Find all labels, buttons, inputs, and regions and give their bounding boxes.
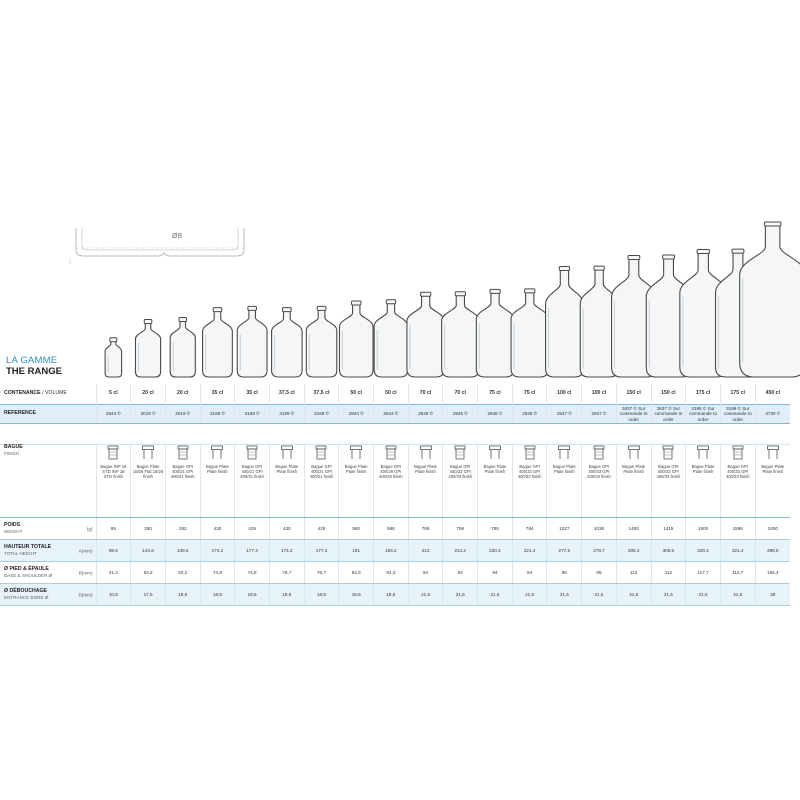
pied-cell: 112 bbox=[651, 562, 686, 584]
bottle-finish-icon bbox=[731, 445, 745, 462]
pied-cell: 94 bbox=[478, 562, 513, 584]
bottle bbox=[306, 306, 337, 377]
bottle-body bbox=[374, 303, 408, 377]
hauteur-cell: 389,5 bbox=[755, 540, 790, 562]
bottle-finish-icon bbox=[245, 445, 259, 462]
bottle-body bbox=[339, 304, 373, 377]
ref-cell: 3019 © bbox=[165, 405, 200, 424]
finish-text: Bague GPI 400/33 GPI 400/33 finish bbox=[448, 464, 473, 479]
debouchage-cell: 10,5 bbox=[96, 584, 131, 606]
bottle-lip bbox=[594, 266, 604, 270]
bottle bbox=[272, 308, 303, 377]
bottle-lip bbox=[559, 267, 569, 271]
volume-cell: 175 cl bbox=[720, 384, 755, 405]
debouchage-cell: 18,5 bbox=[269, 584, 304, 606]
bottle-finish-icon bbox=[557, 445, 571, 462]
diameter-label: ØB bbox=[172, 233, 183, 240]
poids-cell: 429 bbox=[235, 518, 270, 540]
finish-cell bbox=[165, 445, 200, 518]
bottle bbox=[740, 222, 800, 377]
finish-cell bbox=[269, 445, 304, 518]
finish-text: Bague GPI 400/33 GPI 400/33 finish bbox=[587, 464, 611, 479]
debouchage-cell: 18,5 bbox=[235, 584, 270, 606]
volume-cell: 450 cl bbox=[755, 384, 790, 405]
ref-cell: 2846 © bbox=[478, 405, 513, 424]
ref-cell: 2844 © bbox=[339, 405, 374, 424]
range-title-fr: LA GAMME bbox=[6, 355, 58, 366]
debouchage-cell: 18,5 bbox=[304, 584, 339, 606]
finish-text: Bague Plate 18/26 Flat 18/26 finish bbox=[132, 464, 164, 479]
hauteur-cell: 191 bbox=[339, 540, 374, 562]
ref-cell: 2845 © bbox=[443, 405, 478, 424]
poids-cell: 796 bbox=[443, 518, 478, 540]
bottle-body bbox=[237, 309, 267, 377]
pied-cell: 95 bbox=[547, 562, 582, 584]
bottle bbox=[170, 318, 195, 377]
poids-cell: 3400 bbox=[755, 518, 790, 540]
poids-cell: 1027 bbox=[547, 518, 582, 540]
bottle-lip bbox=[628, 255, 640, 259]
bottle-finish-icon bbox=[592, 445, 606, 462]
bottle-lip bbox=[144, 319, 152, 323]
volume-cell: 5 cl bbox=[96, 384, 131, 405]
row-reference bbox=[0, 405, 790, 424]
poids-cell: 1036 bbox=[582, 518, 617, 540]
volume-cell: 100 cl bbox=[547, 384, 582, 405]
ref-cell: 3637 © Sur commande to order bbox=[616, 405, 651, 424]
finish-text: Bague GPI 400/28 GPI 400/28 finish bbox=[378, 464, 403, 479]
debouchage-cell: 17,5 bbox=[131, 584, 166, 606]
finish-cell bbox=[582, 445, 617, 518]
pied-cell: 94 bbox=[443, 562, 478, 584]
hauteur-cell: 213 bbox=[408, 540, 443, 562]
pied-cell: 74,8 bbox=[235, 562, 270, 584]
row-base-diameter bbox=[0, 562, 790, 584]
pied-cell: 166,4 bbox=[755, 562, 790, 584]
bottle-lip bbox=[421, 292, 431, 296]
bottle-finish-icon bbox=[453, 445, 467, 462]
volume-cell: 20 cl bbox=[165, 384, 200, 405]
bottle-body bbox=[476, 292, 513, 377]
debouchage-cell: 18,5 bbox=[165, 584, 200, 606]
bottle-finish-icon bbox=[349, 445, 363, 462]
finish-text: Bague Plate Plate finish bbox=[552, 464, 576, 474]
hauteur-cell: 177,4 bbox=[235, 540, 270, 562]
pied-cell: 63,2 bbox=[165, 562, 200, 584]
pied-cell: 112 bbox=[616, 562, 651, 584]
bore-row-label: Ø DÉBOUCHAGE ENTRANCE BORE Ø D(mm) bbox=[0, 584, 96, 606]
debouchage-cell: 21,5 bbox=[686, 584, 721, 606]
volume-cell: 75 cl bbox=[478, 384, 513, 405]
ref-cell: 2843 © bbox=[96, 405, 131, 424]
ref-cell: 3168 © bbox=[235, 405, 270, 424]
volume-cell: 175 cl bbox=[686, 384, 721, 405]
bottle-finish-icon bbox=[280, 445, 294, 462]
ref-cell: 3196 © Sur commande to order bbox=[686, 405, 721, 424]
finish-text: Bague GPI 400/33 GPI 400/33 finish bbox=[656, 464, 681, 479]
bottle-lip bbox=[732, 249, 744, 253]
bottle-finish-icon bbox=[488, 445, 502, 462]
pied-cell: 95 bbox=[582, 562, 617, 584]
pied-cell: 41,4 bbox=[96, 562, 131, 584]
finish-text: Bague Plate Plate finish bbox=[691, 464, 715, 474]
volume-cell: 75 cl bbox=[512, 384, 547, 405]
hauteur-cell: 149,4 bbox=[165, 540, 200, 562]
finish-text: Bague Plate Plate finish bbox=[761, 464, 785, 474]
bottle-finish-icon bbox=[627, 445, 641, 462]
bottle bbox=[546, 267, 584, 377]
bottle-finish-icon bbox=[766, 445, 780, 462]
bottle bbox=[442, 292, 479, 377]
bottle-lip bbox=[663, 255, 675, 259]
row-weight bbox=[0, 518, 790, 540]
poids-cell: 282 bbox=[165, 518, 200, 540]
bottle-finish-icon bbox=[106, 445, 120, 462]
bottle bbox=[135, 319, 160, 377]
debouchage-cell: 21,5 bbox=[443, 584, 478, 606]
bottle-lip bbox=[764, 222, 781, 226]
finish-text: Bague Plate Plate finish bbox=[206, 464, 229, 474]
bottle bbox=[105, 338, 121, 377]
bottle-body bbox=[306, 309, 337, 377]
bottle bbox=[407, 292, 444, 377]
debouchage-cell: 21,5 bbox=[547, 584, 582, 606]
poids-cell: 1400 bbox=[616, 518, 651, 540]
bottle-lip bbox=[525, 289, 535, 293]
bottle bbox=[237, 306, 267, 377]
poids-cell: 1600 bbox=[686, 518, 721, 540]
hauteur-cell: 220,2 bbox=[478, 540, 513, 562]
debouchage-cell: 21,5 bbox=[512, 584, 547, 606]
finish-cell bbox=[616, 445, 651, 518]
pied-cell: 84,3 bbox=[374, 562, 409, 584]
finish-cell bbox=[478, 445, 513, 518]
debouchage-cell: 21,5 bbox=[582, 584, 617, 606]
hauteur-cell: 320,2 bbox=[686, 540, 721, 562]
bottle-body bbox=[511, 292, 548, 377]
finish-cell bbox=[443, 445, 478, 518]
debouchage-cell: 18,5 bbox=[374, 584, 409, 606]
finish-text: Bague GPI 400/33 GPI 400/33 finish bbox=[517, 464, 542, 479]
bottle-lip bbox=[110, 338, 117, 342]
finish-text: Bague GPI 400/21 GPI 400/21 finish bbox=[240, 464, 264, 479]
finish-cell bbox=[304, 445, 339, 518]
bottle-lip bbox=[490, 289, 500, 293]
hauteur-cell: 177,4 bbox=[304, 540, 339, 562]
volume-cell: 37,5 cl bbox=[269, 384, 304, 405]
finish-text: Bague GPI 400/21 GPI 400/21 finish bbox=[309, 464, 334, 479]
bottle-finish-icon bbox=[384, 445, 398, 462]
poids-cell: 95 bbox=[96, 518, 131, 540]
base-row-label: Ø PIED & ÉPAULE BASE & SHOULDER Ø B(mm) bbox=[0, 562, 96, 584]
pied-cell: 63,2 bbox=[131, 562, 166, 584]
hauteur-cell: 221,4 bbox=[512, 540, 547, 562]
finish-text: Bague Plate Plate finish bbox=[414, 464, 437, 474]
height-row-label: HAUTEUR TOTALE TOTAL HEIGHT A(mm) bbox=[0, 540, 96, 562]
bottle bbox=[203, 308, 233, 377]
debouchage-cell: 21,5 bbox=[408, 584, 443, 606]
bottle-body bbox=[170, 321, 195, 377]
bottle-lip bbox=[317, 306, 326, 310]
bottle-body bbox=[442, 295, 479, 377]
ref-cell: 3730 © bbox=[755, 405, 790, 424]
finish-text: Bague GPI 400/21 GPI 400/21 finish bbox=[170, 464, 195, 479]
weight-row-label: POIDS WEIGHT (g) bbox=[0, 518, 96, 540]
hauteur-cell: 194,2 bbox=[374, 540, 409, 562]
finish-text: Bague Plate Plate finish bbox=[275, 464, 299, 474]
bottle-finish-icon bbox=[314, 445, 328, 462]
hauteur-cell: 305,4 bbox=[616, 540, 651, 562]
finish-cell bbox=[339, 445, 374, 518]
finish-row-label: BAGUE FINISH bbox=[0, 445, 96, 518]
bottle-lip bbox=[386, 300, 395, 304]
pied-cell: 112,7 bbox=[720, 562, 755, 584]
pied-cell: 84,3 bbox=[339, 562, 374, 584]
ref-cell: 2847 © bbox=[547, 405, 582, 424]
bottle-finish-icon bbox=[419, 445, 433, 462]
bottle bbox=[511, 289, 548, 377]
poids-cell: 786 bbox=[408, 518, 443, 540]
hauteur-cell: 98,5 bbox=[96, 540, 131, 562]
spec-table bbox=[0, 384, 790, 606]
bottle-body bbox=[135, 322, 160, 377]
poids-cell: 1415 bbox=[651, 518, 686, 540]
bottle-finish-icon bbox=[210, 445, 224, 462]
finish-text: Bague INP 18 STD INP 18 STD finish bbox=[100, 464, 127, 479]
bottle-lip bbox=[213, 308, 222, 312]
hauteur-cell: 278,7 bbox=[582, 540, 617, 562]
row-volume bbox=[0, 384, 790, 405]
volume-row-label: CONTENANCE / VOLUME bbox=[4, 390, 67, 397]
volume-cell: 150 cl bbox=[651, 384, 686, 405]
poids-cell: 588 bbox=[374, 518, 409, 540]
bottle-body bbox=[407, 295, 444, 377]
debouchage-cell: 18,5 bbox=[339, 584, 374, 606]
range-title-en: THE RANGE bbox=[6, 366, 62, 377]
finish-text: Bague Plate Plate finish bbox=[483, 464, 507, 474]
ref-cell: 3637 © Sur commande to order bbox=[651, 405, 686, 424]
pied-cell: 76,7 bbox=[304, 562, 339, 584]
debouchage-cell: 21,5 bbox=[720, 584, 755, 606]
finish-text: Bague Plate Plate finish bbox=[344, 464, 368, 474]
bottle-finish-icon bbox=[176, 445, 190, 462]
ref-cell: 3169 © bbox=[269, 405, 304, 424]
poids-cell: 580 bbox=[339, 518, 374, 540]
volume-cell: 35 cl bbox=[235, 384, 270, 405]
poids-cell: 794 bbox=[512, 518, 547, 540]
row-spacer bbox=[0, 424, 790, 445]
bottle-lip bbox=[697, 250, 709, 254]
bottle-finish-icon bbox=[141, 445, 155, 462]
finish-cell bbox=[96, 445, 131, 518]
poids-cell: 785 bbox=[478, 518, 513, 540]
finish-cell bbox=[720, 445, 755, 518]
pied-cell: 76,7 bbox=[269, 562, 304, 584]
ref-cell: 2847 © bbox=[582, 405, 617, 424]
volume-cell: 20 cl bbox=[131, 384, 166, 405]
hauteur-cell: 174,2 bbox=[200, 540, 235, 562]
row-finish bbox=[0, 445, 790, 518]
finish-cell bbox=[131, 445, 166, 518]
finish-cell bbox=[686, 445, 721, 518]
finish-cell bbox=[408, 445, 443, 518]
pied-cell: 94 bbox=[408, 562, 443, 584]
hauteur-cell: 321,4 bbox=[720, 540, 755, 562]
bottle-finish-icon bbox=[523, 445, 537, 462]
ref-cell: 2844 © bbox=[374, 405, 409, 424]
hauteur-cell: 174,2 bbox=[269, 540, 304, 562]
volume-cell: 150 cl bbox=[616, 384, 651, 405]
ref-cell: 3019 © bbox=[131, 405, 166, 424]
bottle-finish-icon bbox=[661, 445, 675, 462]
bottle-range-illustration bbox=[0, 0, 800, 384]
hauteur-cell: 214,2 bbox=[443, 540, 478, 562]
row-total-height bbox=[0, 540, 790, 562]
hauteur-cell: 306,6 bbox=[651, 540, 686, 562]
debouchage-cell: 28 bbox=[755, 584, 790, 606]
ref-cell: 2845 © bbox=[408, 405, 443, 424]
ref-cell: 3196 © Sur commande to order bbox=[720, 405, 755, 424]
finish-cell bbox=[651, 445, 686, 518]
bottle-body bbox=[546, 270, 584, 377]
bottle-lip bbox=[179, 318, 187, 322]
hauteur-cell: 277,5 bbox=[547, 540, 582, 562]
volume-cell: 50 cl bbox=[374, 384, 409, 405]
hauteur-cell: 144,6 bbox=[131, 540, 166, 562]
bottle-lip bbox=[455, 292, 465, 296]
bottle-lip bbox=[282, 308, 291, 312]
finish-cell bbox=[235, 445, 270, 518]
debouchage-cell: 21,5 bbox=[651, 584, 686, 606]
finish-cell bbox=[755, 445, 790, 518]
bottle-body bbox=[105, 341, 121, 377]
finish-cell bbox=[547, 445, 582, 518]
poids-cell: 429 bbox=[304, 518, 339, 540]
bottle-finish-icon bbox=[696, 445, 710, 462]
finish-text: Bague GPI 400/33 GPI 400/33 finish bbox=[725, 464, 750, 479]
finish-cell bbox=[512, 445, 547, 518]
volume-cell: 37,5 cl bbox=[304, 384, 339, 405]
volume-cell: 50 cl bbox=[339, 384, 374, 405]
ref-cell: 3168 © bbox=[200, 405, 235, 424]
bottle bbox=[339, 301, 373, 377]
finish-text: Bague Plate Plate finish bbox=[622, 464, 646, 474]
poids-cell: 280 bbox=[131, 518, 166, 540]
finish-cell bbox=[200, 445, 235, 518]
poids-cell: 1596 bbox=[720, 518, 755, 540]
pied-cell: 117,7 bbox=[686, 562, 721, 584]
reference-row-label: REFERENCE bbox=[0, 405, 96, 424]
row-entrance-bore bbox=[0, 584, 790, 606]
poids-cell: 430 bbox=[269, 518, 304, 540]
pied-cell: 94 bbox=[512, 562, 547, 584]
bottle-body bbox=[203, 311, 233, 377]
volume-cell: 100 cl bbox=[582, 384, 617, 405]
bottle-lip bbox=[248, 306, 257, 310]
bottle-body bbox=[272, 311, 303, 377]
volume-cell: 70 cl bbox=[408, 384, 443, 405]
volume-cell: 35 cl bbox=[200, 384, 235, 405]
bottle-body bbox=[740, 225, 800, 377]
ref-cell: 3169 © bbox=[304, 405, 339, 424]
ref-cell: 2846 © bbox=[512, 405, 547, 424]
volume-cell: 70 cl bbox=[443, 384, 478, 405]
debouchage-cell: 18,5 bbox=[200, 584, 235, 606]
bottle-lip bbox=[352, 301, 361, 305]
pied-cell: 74,8 bbox=[200, 562, 235, 584]
bottle bbox=[476, 289, 513, 377]
bottle bbox=[374, 300, 408, 377]
finish-cell bbox=[374, 445, 409, 518]
debouchage-cell: 21,5 bbox=[478, 584, 513, 606]
debouchage-cell: 21,5 bbox=[616, 584, 651, 606]
poids-cell: 430 bbox=[200, 518, 235, 540]
